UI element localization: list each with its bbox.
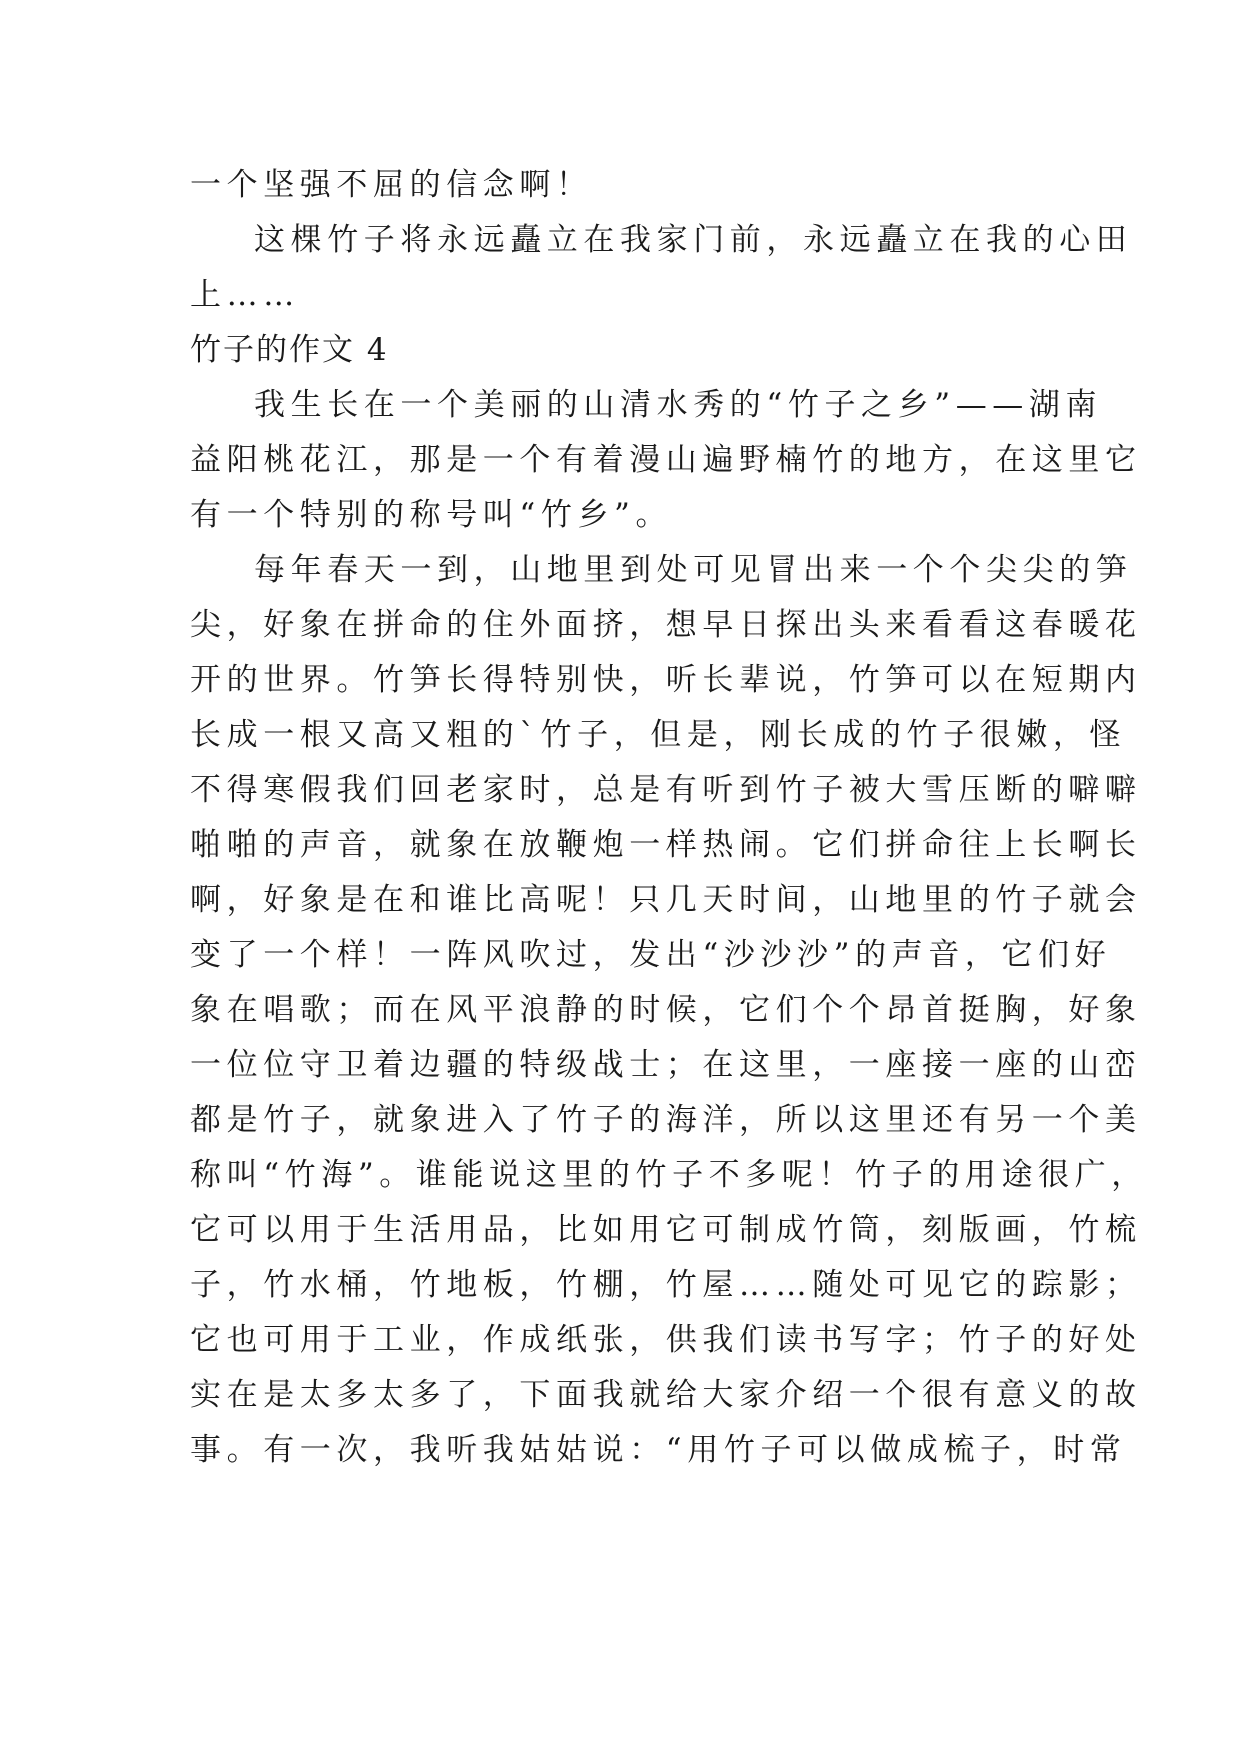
text-line: 一位位守卫着边疆的特级战士；在这里，一座接一座的山峦 bbox=[190, 1047, 1142, 1083]
paragraph-start: 每年春天一到，山地里到处可见冒出来一个个尖尖的笋 bbox=[254, 552, 1133, 588]
text-line: 不得寒假我们回老家时，总是有听到竹子被大雪压断的噼噼 bbox=[190, 772, 1142, 808]
text-line: 有一个特别的称号叫“竹乡”。 bbox=[190, 497, 673, 533]
paragraph-start: 这棵竹子将永远矗立在我家门前，永远矗立在我的心田 bbox=[254, 222, 1133, 258]
text-line: 子，竹水桶，竹地板，竹棚，竹屋……随处可见它的踪影； bbox=[190, 1267, 1142, 1303]
text-line: 它可以用于生活用品，比如用它可制成竹筒，刻版画，竹梳 bbox=[190, 1212, 1142, 1248]
text-line: 上…… bbox=[190, 277, 300, 313]
text-line: 尖，好象在拼命的住外面挤，想早日探出头来看看这春暖花 bbox=[190, 607, 1142, 643]
text-line: 它也可用于工业，作成纸张，供我们读书写字；竹子的好处 bbox=[190, 1322, 1142, 1358]
text-line: 啪啪的声音，就象在放鞭炮一样热闹。它们拼命往上长啊长 bbox=[190, 827, 1142, 863]
text-line: 益阳桃花江，那是一个有着漫山遍野楠竹的地方，在这里它 bbox=[190, 442, 1142, 478]
text-line: 事。有一次，我听我姑姑说：“用竹子可以做成梳子，时常 bbox=[190, 1432, 1127, 1468]
text-line: 啊，好象是在和谁比高呢！只几天时间，山地里的竹子就会 bbox=[190, 882, 1142, 918]
section-heading: 竹子的作文 4 bbox=[190, 332, 389, 368]
text-line: 称叫“竹海”。谁能说这里的竹子不多呢！竹子的用途很广， bbox=[190, 1157, 1148, 1193]
text-line: 变了一个样！一阵风吹过，发出“沙沙沙”的声音，它们好 bbox=[190, 937, 1112, 973]
text-line: 实在是太多太多了，下面我就给大家介绍一个很有意义的故 bbox=[190, 1377, 1142, 1413]
text-line: 一个坚强不屈的信念啊！ bbox=[190, 167, 593, 203]
text-line: 长成一根又高又粗的`竹子，但是，刚长成的竹子很嫩，怪 bbox=[190, 717, 1127, 753]
paragraph-start: 我生长在一个美丽的山清水秀的“竹子之乡”——湖南 bbox=[254, 387, 1103, 423]
text-line: 都是竹子，就象进入了竹子的海洋，所以这里还有另一个美 bbox=[190, 1102, 1142, 1138]
text-line: 开的世界。竹笋长得特别快，听长辈说，竹笋可以在短期内 bbox=[190, 662, 1142, 698]
text-line: 象在唱歌；而在风平浪静的时候，它们个个昂首挺胸，好象 bbox=[190, 992, 1142, 1028]
